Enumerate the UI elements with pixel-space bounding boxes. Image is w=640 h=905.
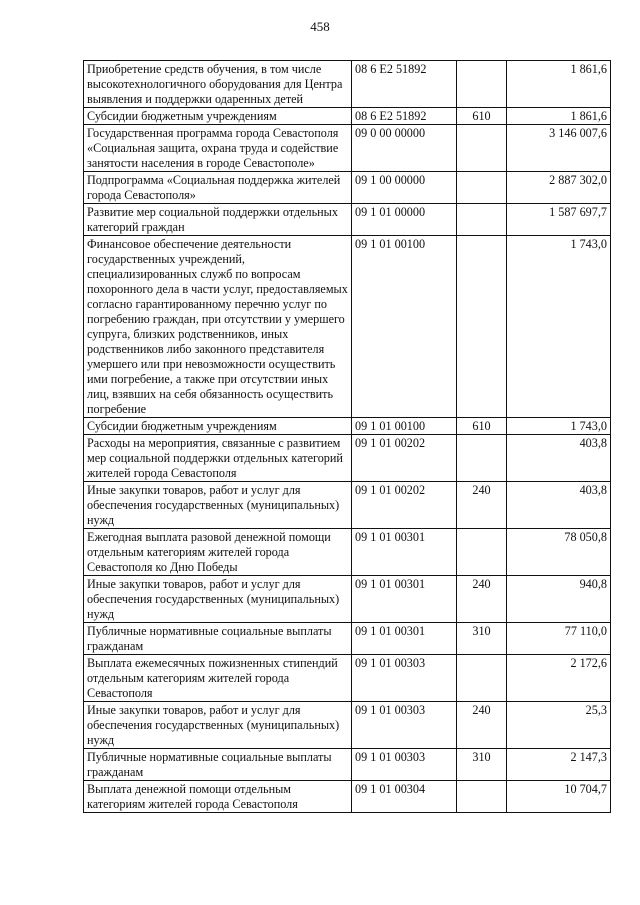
amount-cell: 1 587 697,7 — [507, 204, 611, 236]
table-row — [84, 529, 611, 576]
target-code-cell: 09 1 01 00304 — [352, 781, 457, 813]
page-number: 458 — [310, 19, 330, 34]
amount-cell: 10 704,7 — [507, 781, 611, 813]
expense-name-cell: Иные закупки товаров, работ и услуг для обеспечения государственных (муниципальных) нужд — [84, 702, 352, 749]
target-code-cell: 09 1 01 00202 — [352, 482, 457, 529]
target-code-cell: 09 1 01 00000 — [352, 204, 457, 236]
budget-table-body — [84, 61, 611, 813]
target-code-cell: 09 1 01 00301 — [352, 529, 457, 576]
target-code-cell: 09 1 01 00303 — [352, 749, 457, 781]
amount-cell: 1 861,6 — [507, 61, 611, 108]
expense-name-cell: Развитие мер социальной поддержки отдельных категорий граждан — [84, 204, 352, 236]
amount-cell: 940,8 — [507, 576, 611, 623]
expense-type-cell — [457, 781, 507, 813]
target-code-cell: 09 1 01 00303 — [352, 702, 457, 749]
expense-type-cell: 610 — [457, 418, 507, 435]
expense-type-cell — [457, 204, 507, 236]
target-code-cell: 09 0 00 00000 — [352, 125, 457, 172]
amount-cell: 3 146 007,6 — [507, 125, 611, 172]
amount-cell: 403,8 — [507, 482, 611, 529]
target-code-cell: 09 1 00 00000 — [352, 172, 457, 204]
expense-name-cell: Иные закупки товаров, работ и услуг для обеспечения государственных (муниципальных) нужд — [84, 482, 352, 529]
budget-table — [83, 60, 611, 813]
expense-name-cell: Государственная программа города Севастополя «Социальная защита, охрана труда и содействие занятости населения в городе Севастополе» — [84, 125, 352, 172]
amount-cell: 25,3 — [507, 702, 611, 749]
expense-type-cell — [457, 125, 507, 172]
amount-cell: 78 050,8 — [507, 529, 611, 576]
amount-cell: 2 147,3 — [507, 749, 611, 781]
expense-name-cell: Выплата денежной помощи отдельным категориям жителей города Севастополя — [84, 781, 352, 813]
expense-type-cell: 310 — [457, 623, 507, 655]
target-code-cell: 08 6 Е2 51892 — [352, 61, 457, 108]
target-code-cell: 09 1 01 00301 — [352, 576, 457, 623]
expense-name-cell: Публичные нормативные социальные выплаты гражданам — [84, 623, 352, 655]
table-row — [84, 702, 611, 749]
expense-name-cell: Расходы на мероприятия, связанные с развитием мер социальной поддержки отдельных категорий жителей города Севастополя — [84, 435, 352, 482]
expense-type-cell — [457, 61, 507, 108]
table-row — [84, 236, 611, 418]
target-code-cell: 09 1 01 00303 — [352, 655, 457, 702]
table-row — [84, 418, 611, 435]
expense-name-cell: Субсидии бюджетным учреждениям — [84, 108, 352, 125]
target-code-cell: 09 1 01 00301 — [352, 623, 457, 655]
table-row — [84, 482, 611, 529]
expense-type-cell: 240 — [457, 702, 507, 749]
table-row — [84, 61, 611, 108]
amount-cell: 2 172,6 — [507, 655, 611, 702]
table-row — [84, 172, 611, 204]
table-row — [84, 204, 611, 236]
expense-name-cell: Подпрограмма «Социальная поддержка жителей города Севастополя» — [84, 172, 352, 204]
table-row — [84, 655, 611, 702]
expense-name-cell: Иные закупки товаров, работ и услуг для обеспечения государственных (муниципальных) нужд — [84, 576, 352, 623]
expense-type-cell — [457, 172, 507, 204]
target-code-cell: 09 1 01 00100 — [352, 236, 457, 418]
table-row — [84, 108, 611, 125]
amount-cell: 1 743,0 — [507, 236, 611, 418]
expense-type-cell — [457, 529, 507, 576]
table-row — [84, 576, 611, 623]
expense-name-cell: Публичные нормативные социальные выплаты гражданам — [84, 749, 352, 781]
expense-type-cell: 310 — [457, 749, 507, 781]
expense-type-cell: 240 — [457, 482, 507, 529]
expense-type-cell — [457, 435, 507, 482]
table-row — [84, 125, 611, 172]
target-code-cell: 08 6 Е2 51892 — [352, 108, 457, 125]
expense-type-cell: 610 — [457, 108, 507, 125]
table-row — [84, 749, 611, 781]
table-row — [84, 623, 611, 655]
expense-name-cell: Ежегодная выплата разовой денежной помощи отдельным категориям жителей города Севастополя ко Дню Победы — [84, 529, 352, 576]
expense-name-cell: Финансовое обеспечение деятельности государственных учреждений, специализированных служб по вопросам похоронного дела в части услуг, предоставляемых согласно гарантированному перечню услуг по погребению граждан, при отсутствии у умершего супруга, близких родственников, иных родственников либо законного представителя умершего или при невозможности осуществить ими погребение, а также при отсутствии иных лиц, взявших на себя обязанность осуществить погребение — [84, 236, 352, 418]
amount-cell: 2 887 302,0 — [507, 172, 611, 204]
amount-cell: 1 743,0 — [507, 418, 611, 435]
table-row — [84, 435, 611, 482]
amount-cell: 77 110,0 — [507, 623, 611, 655]
amount-cell: 1 861,6 — [507, 108, 611, 125]
expense-name-cell: Приобретение средств обучения, в том числе высокотехнологичного оборудования для Центра выявления и поддержки одаренных детей — [84, 61, 352, 108]
target-code-cell: 09 1 01 00100 — [352, 418, 457, 435]
amount-cell: 403,8 — [507, 435, 611, 482]
table-row — [84, 781, 611, 813]
target-code-cell: 09 1 01 00202 — [352, 435, 457, 482]
expense-name-cell: Выплата ежемесячных пожизненных стипендий отдельным категориям жителей города Севастополя — [84, 655, 352, 702]
expense-type-cell — [457, 655, 507, 702]
expense-type-cell: 240 — [457, 576, 507, 623]
expense-type-cell — [457, 236, 507, 418]
expense-name-cell: Субсидии бюджетным учреждениям — [84, 418, 352, 435]
